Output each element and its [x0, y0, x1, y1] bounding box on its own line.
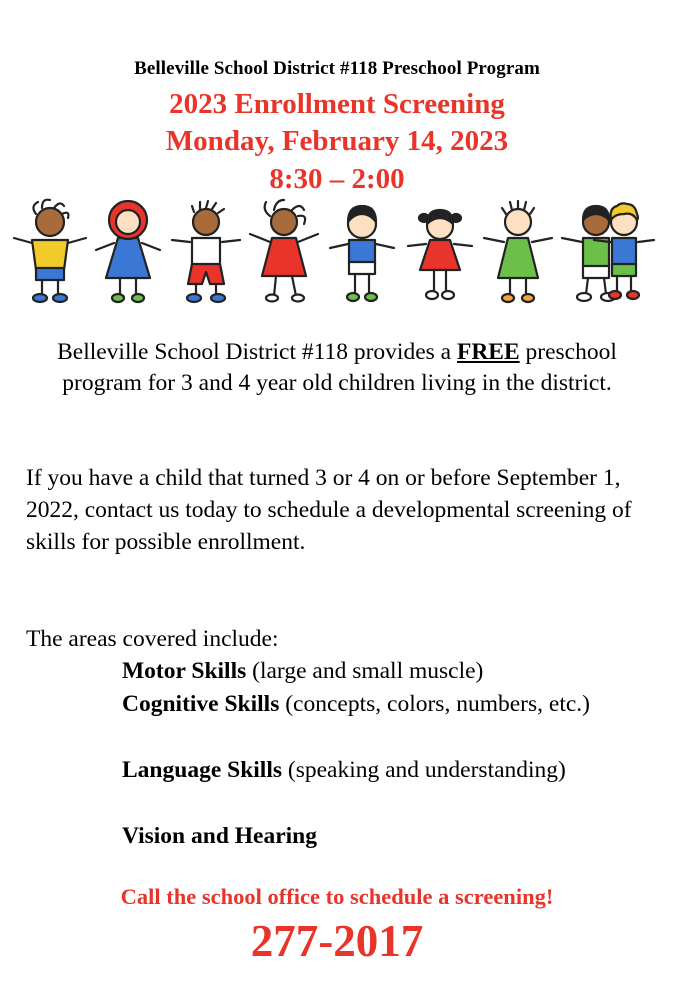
area-label: Cognitive Skills: [122, 691, 280, 717]
child-figure: [408, 210, 472, 299]
event-time: 8:30 – 2:00: [269, 163, 405, 195]
area-label: Motor Skills: [122, 658, 247, 684]
child-figure: [250, 200, 318, 302]
area-label: Vision and Hearing: [122, 823, 317, 849]
child-figure: [484, 201, 552, 302]
children-illustration: [10, 198, 664, 306]
area-desc: (large and small muscle): [246, 658, 484, 684]
area-desc: (speaking and understanding): [282, 757, 566, 783]
child-figure: [330, 206, 394, 301]
area-desc: (concepts, colors, numbers, etc.): [279, 691, 590, 717]
child-figure: [96, 201, 160, 302]
area-item: [74, 688, 654, 721]
event-title: 2023 Enrollment Screening: [169, 88, 505, 120]
free-emphasis: FREE: [456, 339, 520, 365]
area-item: [74, 820, 654, 853]
areas-title: The areas covered include:: [26, 626, 279, 652]
area-item: [74, 655, 654, 688]
intro-text-before: Belleville School District #118 provides a: [57, 339, 457, 365]
child-figure: [14, 200, 86, 302]
program-title: Belleville School District #118 Preschool Program: [134, 58, 540, 79]
phone-number: 277-2017: [250, 916, 424, 966]
area-item: [74, 754, 654, 787]
call-to-action: Call the school office to schedule a screening!: [120, 884, 554, 909]
intro-paragraph: [20, 337, 654, 399]
intro-text-after: preschool program for 3 and 4 year old children living in the district.: [62, 339, 617, 396]
eligibility-paragraph: If you have a child that turned 3 or 4 on or before September 1, 2022, contact us today to schedule a developmental screening of skills for possible enrollment.: [26, 465, 632, 555]
child-figure: [172, 201, 240, 302]
area-label: Language Skills: [122, 757, 282, 783]
event-date: Monday, February 14, 2023: [165, 125, 509, 157]
